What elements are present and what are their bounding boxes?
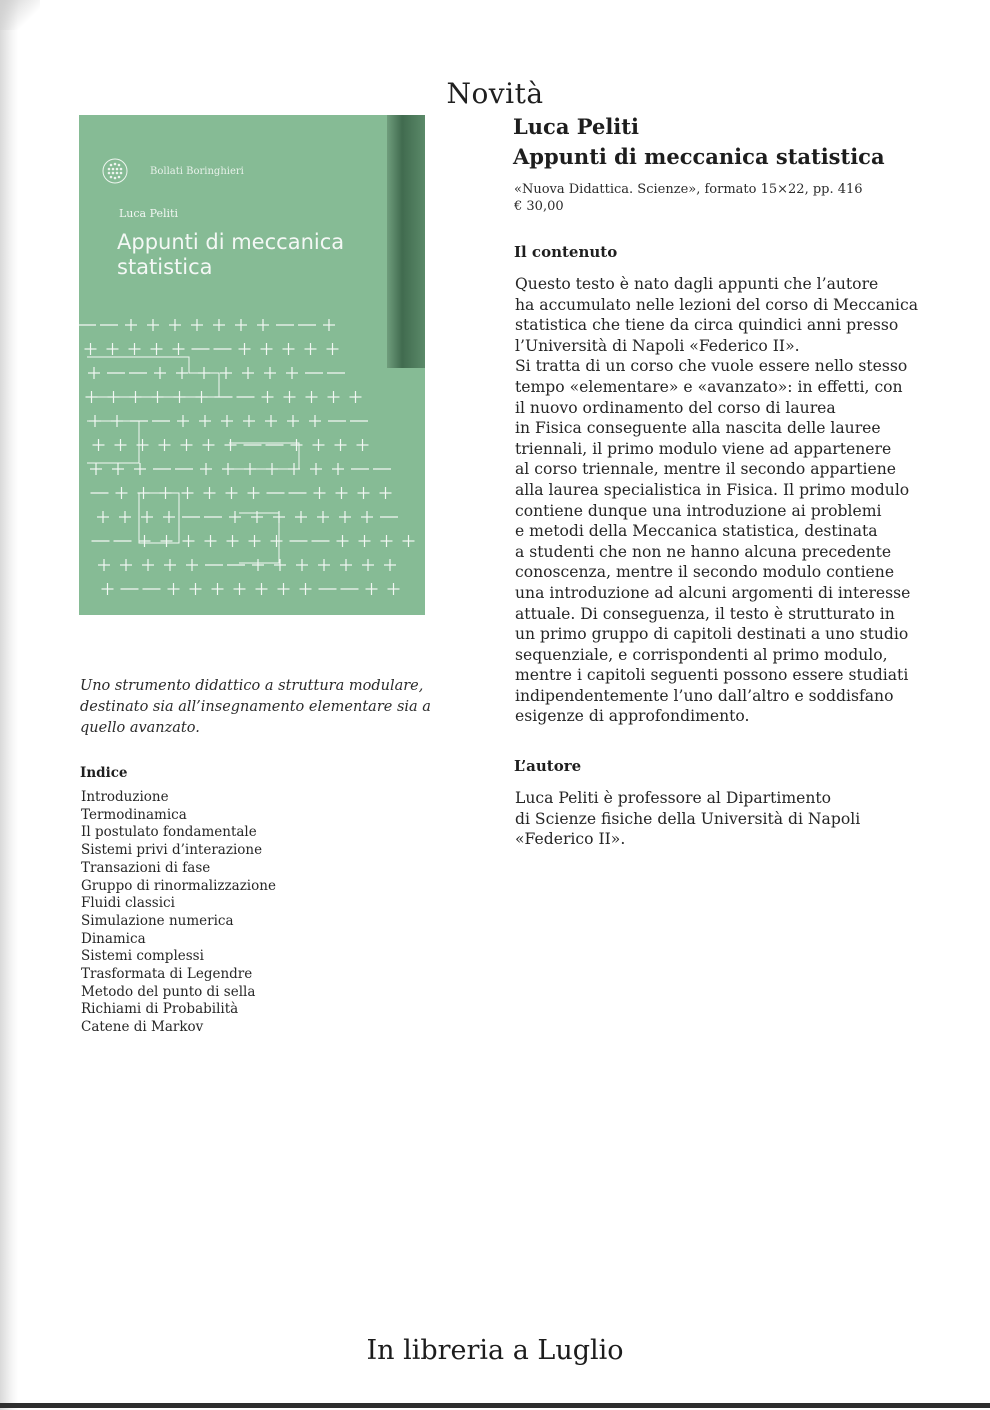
- text-line: mentre i capitoli seguenti possono essere studiati: [515, 666, 909, 685]
- text-line: in Fisica conseguente alla nascita delle lauree: [515, 419, 881, 438]
- text-line: un primo gruppo di capitoli destinati a uno studio: [515, 625, 909, 644]
- index-item: Termodinamica: [81, 806, 187, 823]
- index-heading: Indice: [80, 765, 128, 781]
- text-line: attuale. Di conseguenza, il testo è strutturato in: [515, 604, 895, 623]
- index-item: Catene di Markov: [81, 1019, 204, 1036]
- index-item: Richiami di Probabilità: [81, 1001, 239, 1018]
- text-line: l’Università di Napoli «Federico II».: [515, 336, 800, 355]
- text-line: di Scienze fisiche della Università di Napoli: [515, 809, 861, 828]
- content-heading: Il contenuto: [514, 243, 618, 261]
- text-line: il nuovo ordinamento del corso di laurea: [515, 398, 836, 417]
- page-edge-shadow: [0, 0, 18, 1410]
- text-line: contiene dunque una introduzione ai problemi: [515, 501, 882, 520]
- page-bottom-rule: [0, 1403, 990, 1408]
- content-paragraph: [515, 274, 925, 727]
- text-line: ha accumulato nelle lezioni del corso di Meccanica: [515, 295, 919, 314]
- release-notice: In libreria a Luglio: [366, 1335, 624, 1366]
- text-line: «Federico II».: [515, 830, 626, 849]
- index-list: [81, 789, 276, 1037]
- text-line: alla laurea specialistica in Fisica. Il primo modulo: [515, 480, 910, 499]
- text-line: conoscenza, mentre il secondo modulo contiene: [515, 563, 895, 582]
- book-author: Luca Peliti: [513, 114, 639, 139]
- series-format-info: «Nuova Didattica. Scienze», formato 15×22, pp. 416: [514, 182, 863, 197]
- text-line: esigenze di approfondimento.: [515, 707, 750, 726]
- text-line: sequenziale, e corrispondenti al primo modulo,: [515, 645, 888, 664]
- book-price: € 30,00: [514, 199, 564, 214]
- text-line: una introduzione ad alcuni argomenti di interesse: [515, 583, 911, 602]
- text-line: Si tratta di un corso che vuole essere nello stesso: [515, 357, 908, 376]
- text-line: Questo testo è nato dagli appunti che l’autore: [515, 275, 879, 293]
- index-item: Introduzione: [81, 789, 169, 805]
- index-item: Simulazione numerica: [81, 912, 234, 929]
- text-line: indipendentemente l’uno dall’altro e soddisfano: [515, 686, 894, 705]
- index-item: Sistemi privi d’interazione: [81, 842, 263, 859]
- text-line: Luca Peliti è professore al Dipartimento: [515, 789, 832, 807]
- index-item: Transazioni di fase: [81, 859, 211, 876]
- author-heading: L’autore: [514, 757, 582, 775]
- text-line: triennali, il primo modulo viene ad appartenere: [515, 439, 892, 458]
- cover-publisher-name: Bollati Boringhieri: [150, 166, 244, 177]
- author-paragraph: [515, 788, 925, 850]
- index-item: Il postulato fondamentale: [81, 824, 257, 841]
- text-line: al corso triennale, mentre il secondo appartiene: [515, 460, 896, 479]
- index-item: Dinamica: [81, 930, 146, 947]
- page-corner-shadow: [0, 0, 40, 30]
- index-item: Trasformata di Legendre: [81, 966, 253, 983]
- book-title: Appunti di meccanica statistica: [513, 144, 885, 169]
- book-cover-image: [79, 115, 425, 615]
- index-item: Fluidi classici: [81, 895, 175, 912]
- text-line: tempo «elementare» e «avanzato»: in effetti, con: [515, 377, 903, 396]
- publisher-logo-icon: [102, 158, 128, 184]
- cover-author-name: Luca Peliti: [119, 207, 178, 220]
- text-line: a studenti che non ne hanno alcuna precedente: [515, 542, 892, 561]
- book-tagline: Uno strumento didattico a struttura modulare, destinato sia all’insegnamento elementare sia a quello avanzato.: [80, 678, 431, 736]
- index-item: Metodo del punto di sella: [81, 983, 256, 1000]
- index-item: Gruppo di rinormalizzazione: [81, 877, 276, 894]
- text-line: e metodi della Meccanica statistica, destinata: [515, 522, 878, 541]
- text-line: statistica che tiene da circa quindici anni presso: [515, 316, 899, 335]
- cover-book-title: Appunti di meccanica statistica: [117, 230, 345, 279]
- index-item: Sistemi complessi: [81, 948, 204, 965]
- page-title: Novità: [446, 76, 544, 110]
- cover-lattice-pattern: [79, 313, 425, 615]
